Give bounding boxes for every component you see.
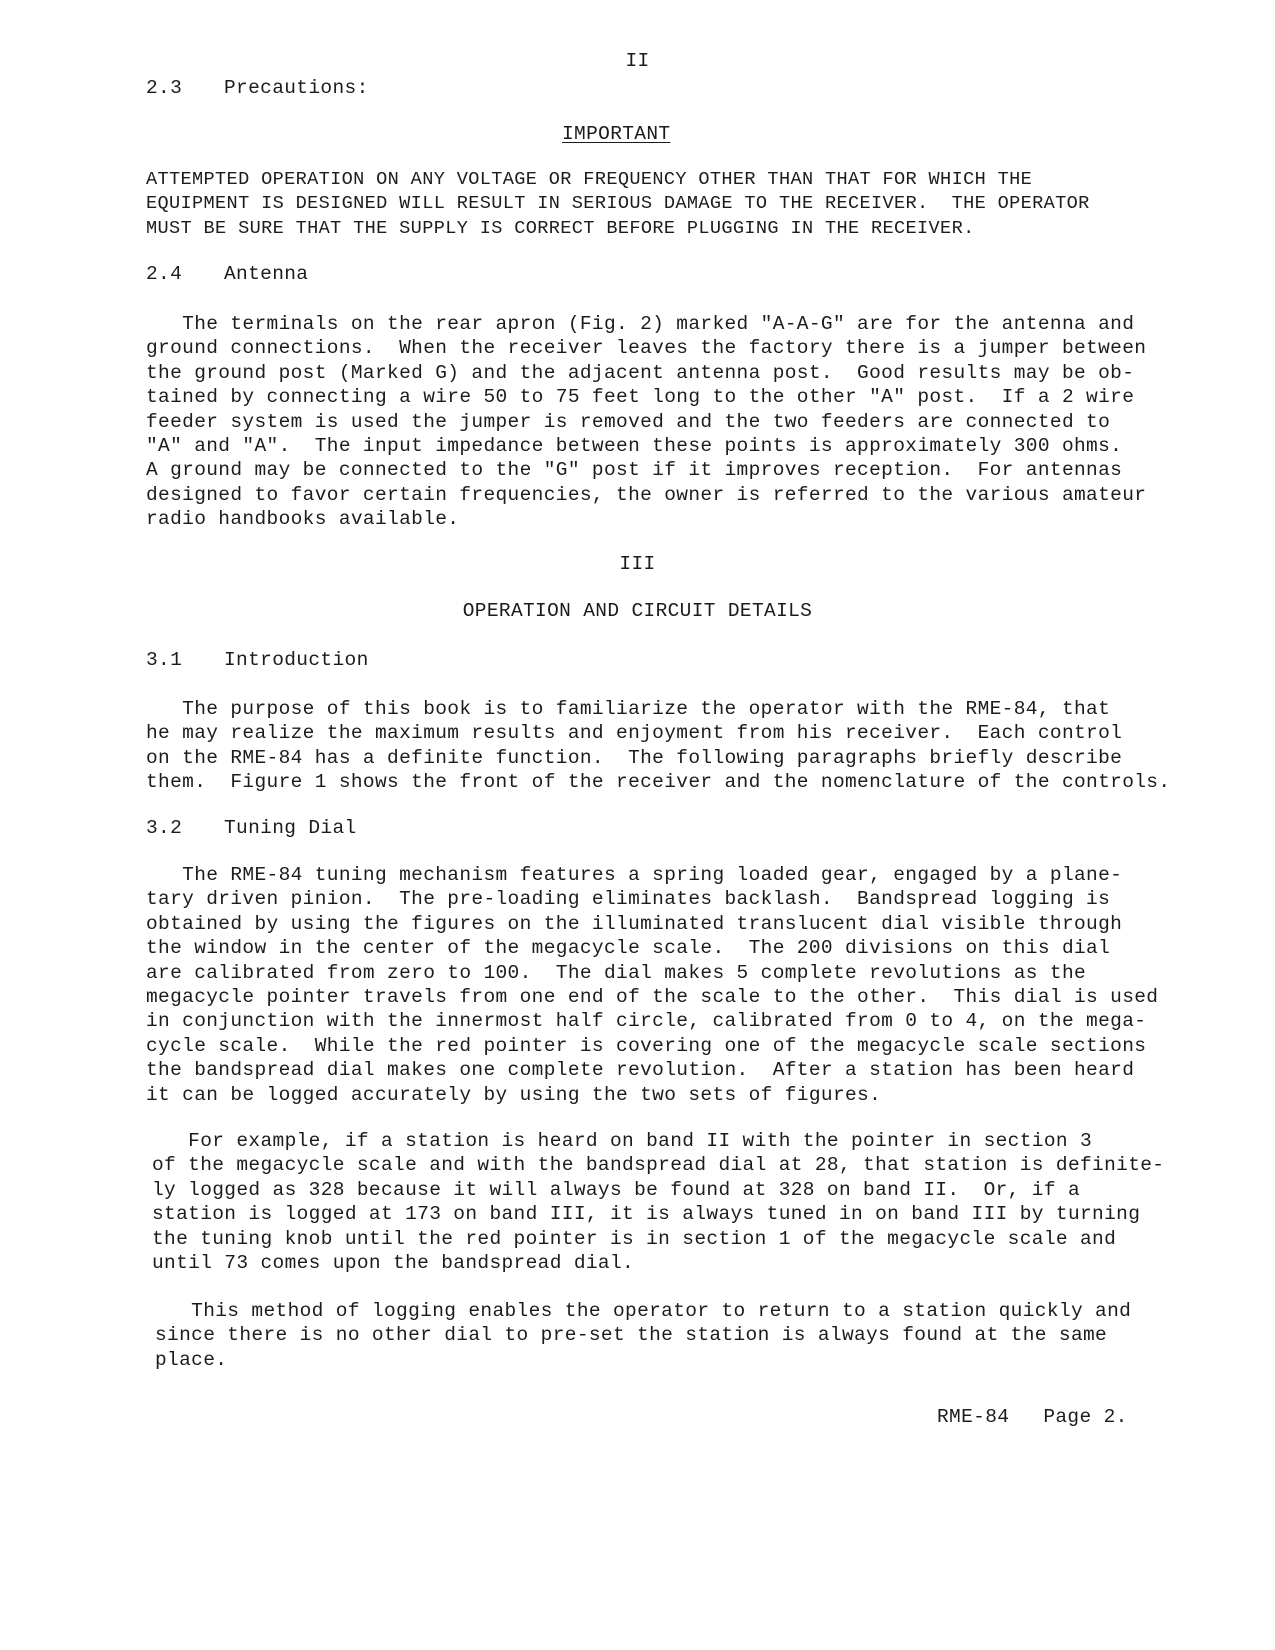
- section-heading-3-2: [146, 817, 357, 839]
- section-title: Introduction: [224, 649, 369, 671]
- important-warning: [146, 168, 1090, 241]
- section-number: 2.3: [146, 77, 183, 99]
- section-heading-3-1: [146, 649, 369, 671]
- text-line: since there is no other dial to pre-set the station is always found at the same: [155, 1324, 1108, 1347]
- section-title: Precautions:: [224, 77, 369, 99]
- chapter-numeral-top: II: [625, 50, 650, 72]
- text-line: obtained by using the figures on the illuminated translucent dial visible through: [146, 912, 1123, 935]
- text-line: the tuning knob until the red pointer is in section 1 of the megacycle scale and: [152, 1227, 1117, 1250]
- text-line: This method of logging enables the operator to return to a station quickly and: [155, 1300, 1132, 1322]
- important-heading: IMPORTANT: [562, 123, 671, 145]
- text-line: on the RME-84 has a definite function. The following paragraphs briefly describe: [146, 746, 1123, 769]
- text-line: radio handbooks available.: [146, 508, 460, 531]
- text-line: are calibrated from zero to 100. The dial makes 5 complete revolutions as the: [146, 961, 1087, 984]
- tuning-dial-paragraph-2: [152, 1129, 1164, 1275]
- text-line: The RME-84 tuning mechanism features a spring loaded gear, engaged by a plane-: [146, 864, 1123, 886]
- antenna-paragraph: [146, 312, 1146, 532]
- text-line: of the megacycle scale and with the bandspread dial at 28, that station is definite-: [152, 1154, 1165, 1177]
- text-line: designed to favor certain frequencies, the owner is referred to the various amateur: [146, 483, 1147, 506]
- text-line: the bandspread dial makes one complete revolution. After a station has been heard: [146, 1059, 1135, 1082]
- text-line: in conjunction with the innermost half circle, calibrated from 0 to 4, on the mega-: [146, 1010, 1147, 1033]
- section-title: Tuning Dial: [224, 817, 357, 839]
- text-line: ly logged as 328 because it will always be found at 328 on band II. Or, if a: [152, 1178, 1080, 1201]
- text-line: place.: [155, 1348, 228, 1371]
- text-line: the window in the center of the megacycle scale. The 200 divisions on this dial: [146, 937, 1111, 960]
- section-heading-2-4: [146, 263, 308, 285]
- text-line: cycle scale. While the red pointer is covering one of the megacycle scale sections: [146, 1034, 1147, 1057]
- footer-page-number: Page 2.: [1043, 1406, 1128, 1428]
- warning-line: ATTEMPTED OPERATION ON ANY VOLTAGE OR FREQUENCY OTHER THAN THAT FOR WHICH THE: [146, 169, 1033, 190]
- text-line: For example, if a station is heard on band II with the pointer in section 3: [152, 1130, 1093, 1152]
- introduction-paragraph: [146, 697, 1170, 795]
- chapter-numeral: III: [619, 553, 656, 575]
- section-title: Antenna: [224, 263, 309, 285]
- section-number: 3.1: [146, 649, 183, 671]
- tuning-dial-paragraph-3: [155, 1299, 1131, 1372]
- text-line: ground connections. When the receiver leaves the factory there is a jumper between: [146, 337, 1147, 360]
- footer-model: RME-84: [937, 1406, 1010, 1428]
- section-heading-2-3: [146, 77, 369, 99]
- text-line: tained by connecting a wire 50 to 75 feet long to the other "A" post. If a 2 wire: [146, 386, 1135, 409]
- page-footer: [937, 1406, 1128, 1428]
- section-number: 3.2: [146, 817, 183, 839]
- text-line: The terminals on the rear apron (Fig. 2) marked "A-A-G" are for the antenna and: [146, 313, 1135, 335]
- text-line: station is logged at 173 on band III, it is always tuned in on band III by turning: [152, 1203, 1141, 1226]
- text-line: the ground post (Marked G) and the adjacent antenna post. Good results may be ob-: [146, 361, 1135, 384]
- warning-line: MUST BE SURE THAT THE SUPPLY IS CORRECT BEFORE PLUGGING IN THE RECEIVER.: [146, 217, 975, 239]
- text-line: megacycle pointer travels from one end of the scale to the other. This dial is used: [146, 986, 1159, 1009]
- text-line: until 73 comes upon the bandspread dial.: [152, 1252, 635, 1275]
- text-line: feeder system is used the jumper is removed and the two feeders are connected to: [146, 410, 1111, 433]
- text-line: A ground may be connected to the "G" post if it improves reception. For antennas: [146, 459, 1123, 482]
- text-line: "A" and "A". The input impedance between these points is approximately 300 ohms.: [146, 435, 1123, 458]
- chapter-title: OPERATION AND CIRCUIT DETAILS: [462, 600, 813, 622]
- text-line: it can be logged accurately by using the two sets of figures.: [146, 1083, 882, 1106]
- warning-line: EQUIPMENT IS DESIGNED WILL RESULT IN SERIOUS DAMAGE TO THE RECEIVER. THE OPERATOR: [146, 193, 1090, 215]
- section-number: 2.4: [146, 263, 183, 285]
- text-line: The purpose of this book is to familiarize the operator with the RME-84, that: [146, 698, 1111, 720]
- text-line: he may realize the maximum results and enjoyment from his receiver. Each control: [146, 722, 1123, 745]
- tuning-dial-paragraph-1: [146, 863, 1158, 1107]
- text-line: them. Figure 1 shows the front of the receiver and the nomenclature of the controls.: [146, 771, 1171, 794]
- text-line: tary driven pinion. The pre-loading eliminates backlash. Bandspread logging is: [146, 888, 1111, 911]
